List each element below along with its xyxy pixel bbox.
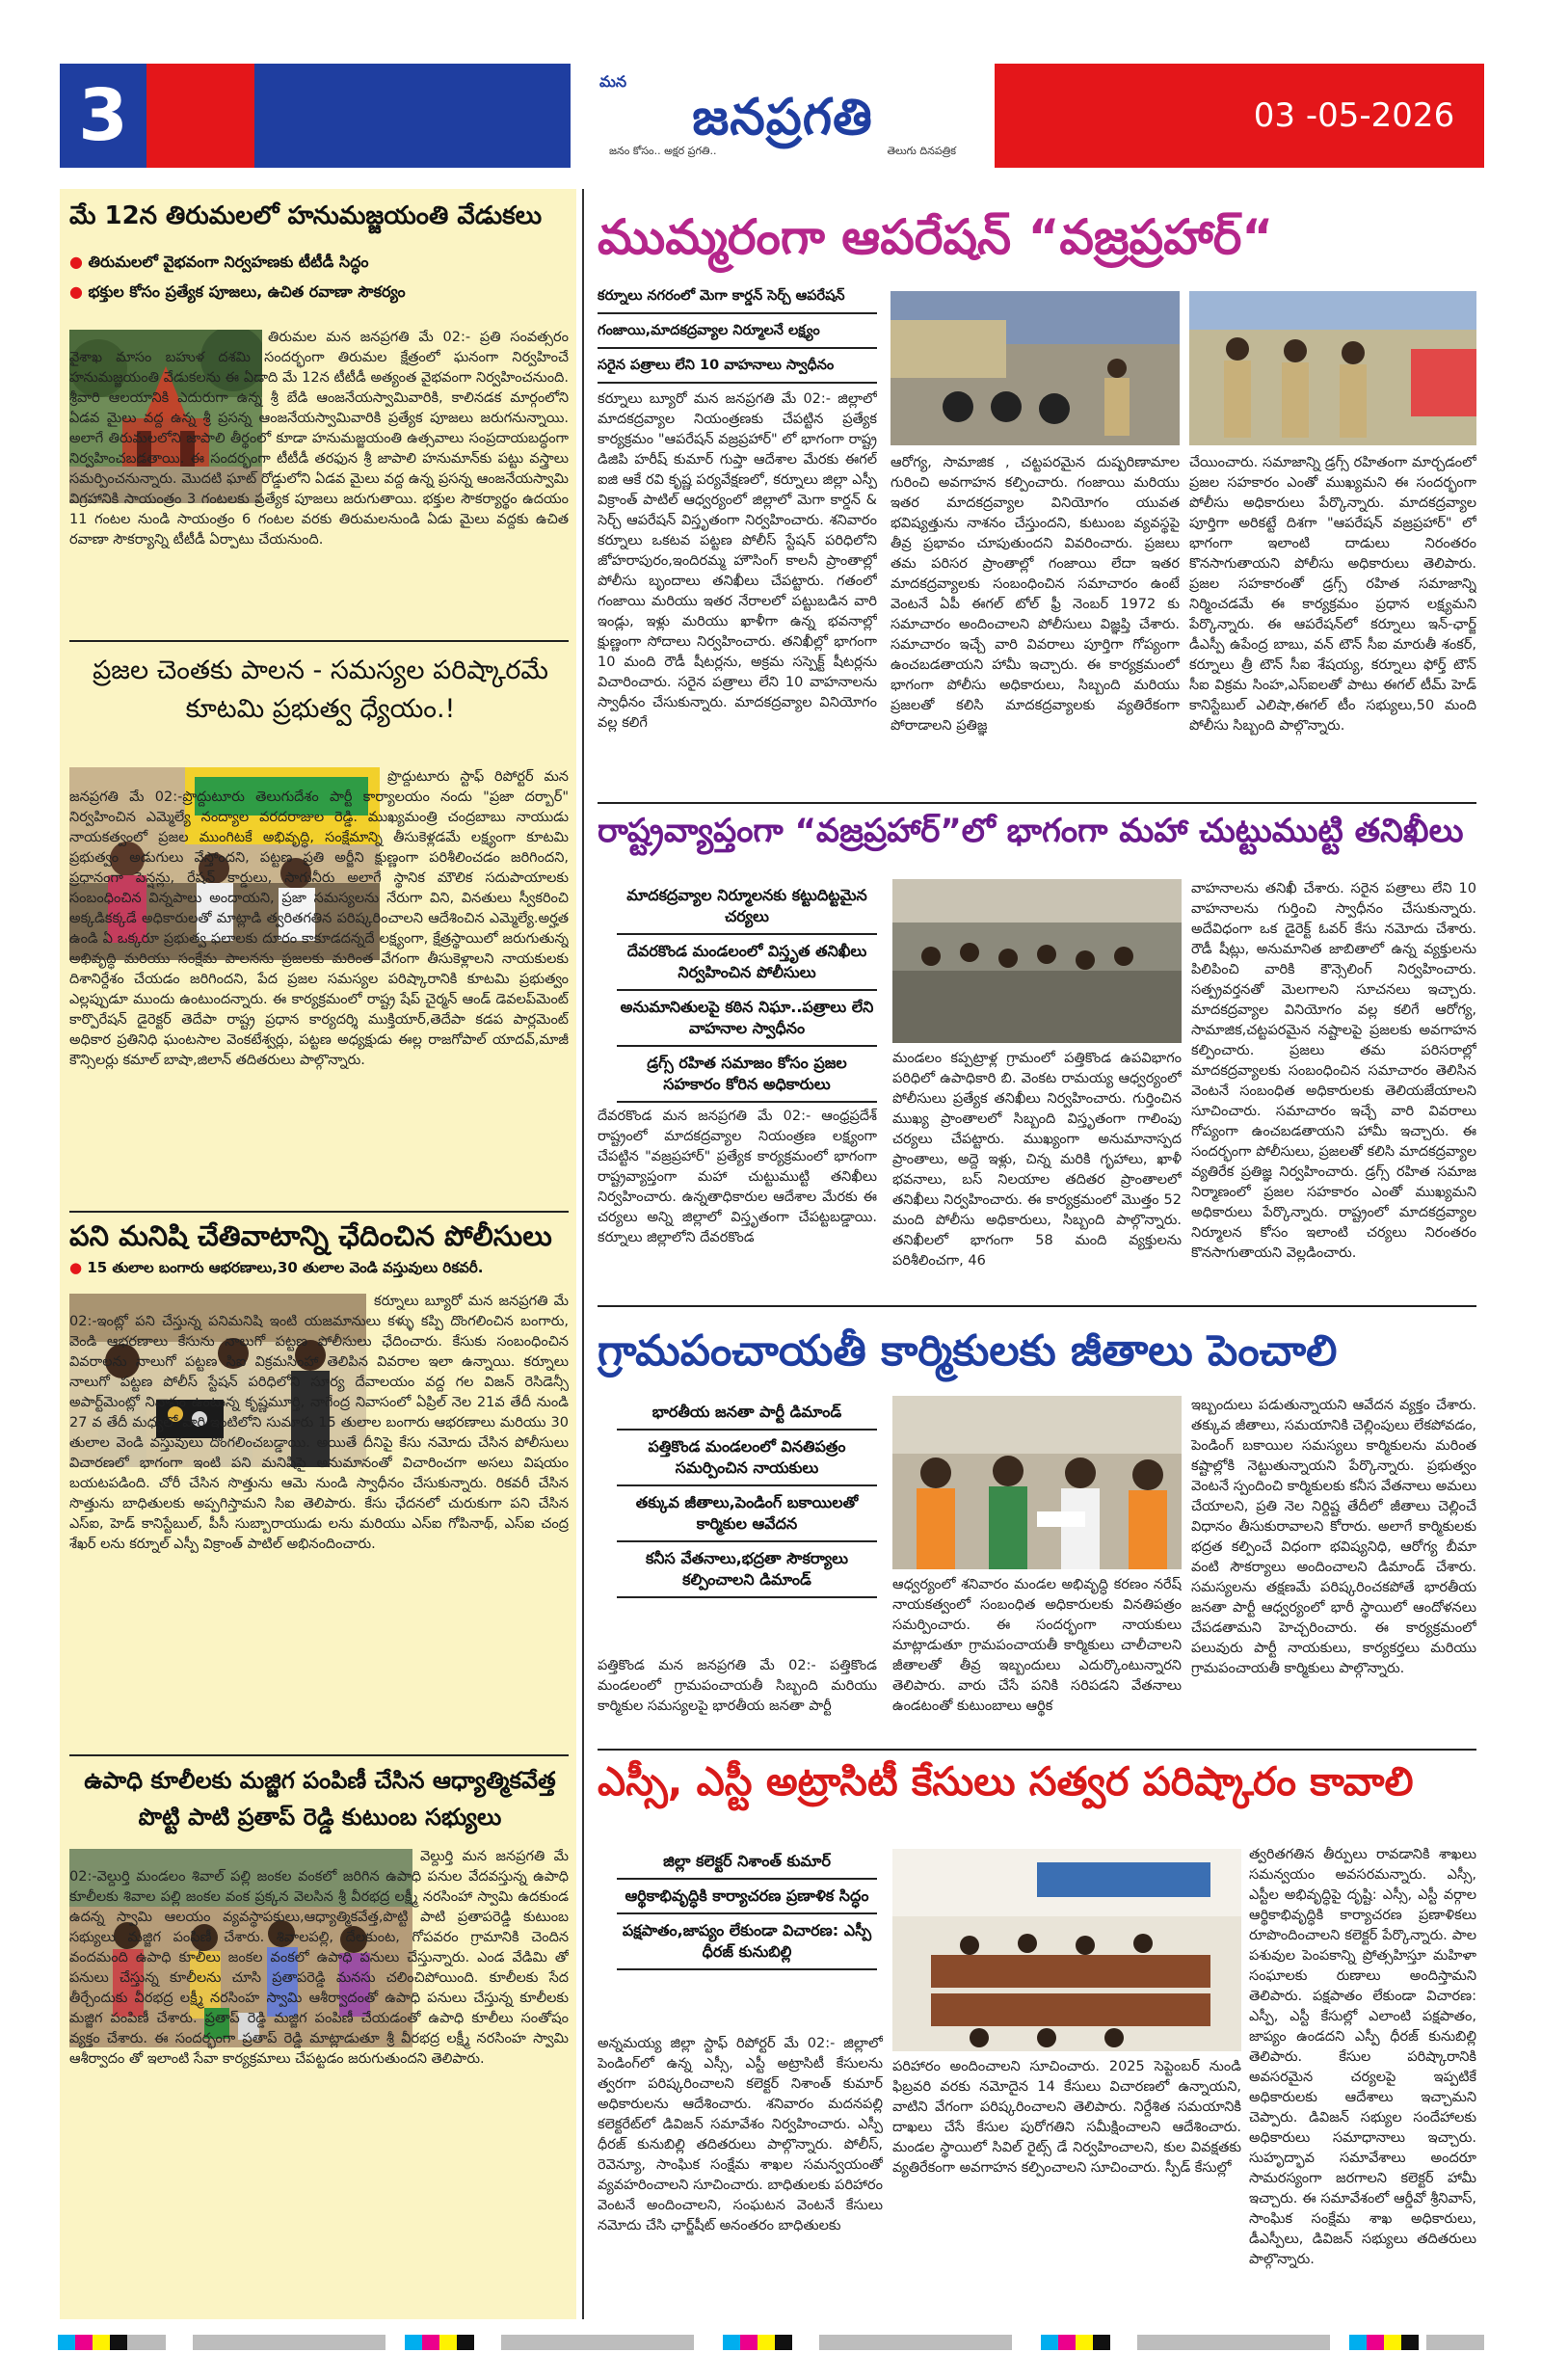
article-divider [598,802,1476,804]
newspaper-logo [571,64,995,168]
article-body: వాహనాలను తనిఖీ చేశారు. సరైన పత్రాలు లేని 10 వాహనాలను గుర్తించి స్వాధీనం చేసుకున్నారు. అదేవిధంగా ఒక డైరెక్ట్ ఓవర్ కేసు నమోదు చేశారు. రౌడీ షీట్లు, అనుమానిత జాబితాలో ఉన్న వ్యక్తులను పిలిపించి వారికి కౌన్సెలింగ్ నిర్వహించారు. సత్ప్రవర్తనతో మెలగాలని సూచనలు ఇచ్చారు. మాదకద్రవ్యాల వినియోగం వల్ల కలిగే ఆరోగ్య, సామాజిక,చట్టపరమైన నష్టాలపై ప్రజలకు అవగాహన కల్పించారు. ప్రజలు తమ పరిసరాల్లో మాదకద్రవ్యాలకు సంబంధించిన సమాచారం తెలిసిన వెంటనే సంబంధిత అధికారులకు తెలియజేయాలని సూచించారు. సమాచారం ఇచ్చే వారి వివరాలు గోప్యంగా ఉంచబడతాయని హామీ ఇచ్చారు. ఈ సందర్భంగా పోలీసులు, ప్రజలతో కలిసి మాదకద్రవ్యాల వ్యతిరేక ప్రతిజ్ఞ నిర్వహించారు. డ్రగ్స్ రహిత సమాజ నిర్మాణంలో ప్రజల సహకారం ఎంతో ముఖ్యమని అధికారులు పేర్కొన్నారు. రాష్ట్రంలో మాదకద్రవ్యాల నిర్మూలన కోసం ఇలాంటి చర్యలు నిరంతరం కొనసాగుతాయని వెల్లడించారు. [1191,881,1476,1261]
logo-main-text: జనప్రగతి [692,89,873,147]
article-divider [69,1754,569,1756]
masthead-blue-band [254,64,571,168]
logo-tagline-left: జనం కోసం.. అక్షర ప్రగతి.. [609,145,717,157]
article-headline: రాష్ట్రవ్యాప్తంగా “వజ్రప్రహార్”లో భాగంగా మహా చుట్టుముట్టి తనిఖీలు [598,812,1464,850]
article-bullet [69,1259,571,1280]
subhead: కర్నూలు నగరంలో మెగా కార్డన్ సెర్చ్ ఆపరేషన్ [598,280,877,314]
subhead: పత్తికొండ మండలంలో వినతిపత్రం సమర్పించిన నాయకులు [617,1431,877,1486]
article-body: పరిహారం అందించాలని సూచించారు. 2025 సెప్టెంబర్ నుండి ఫిబ్రవరి వరకు నమోదైన 14 కేసులు విచారణలో ఉన్నాయని, వాటిని వేగంగా పరిష్కరించాలని తెలిపారు. నిర్దేశిత సమయానికి దాఖలు చేసే కేసుల పురోగతిని సమీక్షించాలని ఆదేశించారు. మండల స్థాయిలో సివిల్ రైట్స్ డే నిర్వహించాలని, కుల వివక్షతకు వ్యతిరేకంగా అవగాహన కల్పించాలని సూచించారు. స్పీడ్ కేసుల్లో [892,2059,1241,2176]
article-headline: ఎస్సీ, ఎస్టీ అట్రాసిటీ కేసులు సత్వర పరిష్కారం కావాలి [598,1758,1414,1805]
article-subheads [598,280,877,384]
bullet-dot-icon: ● [69,253,89,271]
bjp-memorandum-photo [892,1396,1182,1569]
article-headline: పని మనిషి చేతివాటాన్ని ఛేదించిన పోలీసులు [69,1219,552,1252]
subhead: కనీస వేతనాలు,భద్రతా సౌకర్యాలు కల్పించాలని డిమాండ్ [617,1542,877,1598]
bullet-text: తిరుమలలో వైభవంగా నిర్వహణకు టీటీడీ సిద్ధం [88,253,369,271]
subhead: డ్రగ్స్ రహిత సమాజం కోసం ప్రజల సహకారం కోరిన అధికారులు [617,1047,877,1103]
article-body: పత్తికొండ మన జనప్రగతి మే 02:- పత్తికొండ మండలంలో గ్రామపంచాయతీ సిబ్బంది మరియు కార్మికుల సమస్యలపై భారతీయ జనతా పార్టీ [598,1658,877,1714]
subhead: అనుమానితులపై కఠిన నిఘా..పత్రాలు లేని వాహనాల స్వాధీనం [617,991,877,1047]
article-body: కర్నూలు బ్యూరో మన జనప్రగతి మే 02:-ఇంట్లో పని చేస్తున్న పనిమనిషి ఇంటి యజమానులు కళ్ళు కప్పి దొంగలించిన బంగారు, వెండి ఆభరణాలు కేసును నాలుగో పట్టణ పోలీసులు ఛేదించారు. కేసుకు సంబంధించిన వివరాలను నాలుగో పట్టణ సిఐ విక్రమసింహా తెలిపిన వివరాల ఇలా ఉన్నాయి. కర్నూలు నాలుగో పట్టణ పోలీస్ స్టేషన్ పరిధిలోని సూర్య దేవాలయం వద్ద గల విజన్ రెసిడెన్సీ అపార్ట్‌మెంట్లో నివాసం ఉంటున్న కృష్ణమూర్తి, నాగేంద్ర నివాసంలో ఏప్రిల్ నెల 21వ తేదీ నుండి 27 వ తేదీ మధ్యలో వారి ఇంటిలోని సుమారు 15 తులాల బంగారు ఆభరణాలు మరియు 30 తులాల వెండి వస్తువులు దొంగలించబడ్డాయి. అయితే దీనిపై కేసు నమోదు చేసిన పోలీసులు విచారణలో భాగంగా ఇంటి పని మనిషిపై అనుమానంతో విచారించగా అసలు విషయం బయటపడింది. చోరీ చేసిన సొత్తును ఆమె నుండి స్వాధీనం చేసుకున్నారు. రికవరీ చేసిన సొత్తును బాధితులకు అప్పగిస్తామని సిఐ తెలిపారు. కేసు ఛేదనలో చురుకుగా పని చేసిన ఎస్ఐ, హెడ్ కానిస్టేబుల్, పీసీ సుబ్బారాయుడు లను మరియు ఎస్ఐ గోపినాథ్, ఎస్ఐ చంద్ర శేఖర్ లను కర్నూల్ ఎస్పీ విక్రాంత్ పాటిల్ అభినందించారు. [69,1294,569,1552]
subhead: తక్కువ జీతాలు,పెండింగ్ బకాయిలతో కార్మికుల ఆవేదన [617,1486,877,1542]
article-subheads [617,1845,877,1970]
article-divider [69,640,569,642]
article-divider [598,1305,1476,1307]
article-body: మండలం కప్పట్రాళ్ల గ్రామంలో పత్తికొండ ఉపవిభాగం పరిధిలో ఉపాధికారి బి. వెంకట రామయ్య ఆధ్వర్యంలో పోలీసులు ప్రత్యేక తనిఖీలు నిర్వహించారు. గుర్తించిన ముఖ్య ప్రాంతాలలో సిబ్బంది విస్తృతంగా గాలింపు చర్యలు చేపట్టారు. ముఖ్యంగా అనుమానాస్పద ప్రాంతాలు, అద్దె ఇళ్లు, చిన్న మరికి గృహాలు, ఖాళీ భవనాలు, బస్ నిలయాల తదితర ప్రాంతాలలో తనిఖీలు నిర్వహించారు. ఈ కార్యక్రమంలో మొత్తం 52 మంది పోలీసు అధికారులు, సిబ్బంది పాల్గొన్నారు. తనిఖీలలో భాగంగా 58 మంది వ్యక్తులను పరిశీలించగా, 46 [892,1051,1182,1269]
article-divider [598,1749,1476,1751]
bullet-text: భక్తుల కోసం ప్రత్యేక పూజలు, ఉచిత రవాణా సౌకర్యం [88,282,406,301]
subhead: మాదకద్రవ్యాల నిర్మూలనకు కట్టుదిట్టమైన చర్యలు [617,879,877,935]
subhead: సరైన పత్రాలు లేని 10 వాహనాలు స్వాధీనం [598,349,877,384]
article-body: వెల్దుర్తి మన జనప్రగతి మే 02:-వెల్దుర్తి మండలం శివాల్ పల్లి జంకల వంకలో జరిగిన ఉపాధి పనుల వేదవస్తున్న ఉపాధి కూలీలకు శివాల పల్లి జంకల వంక ప్రక్కన వెలసిన శ్రీ వీరభద్ర లక్ష్మీ నరసింహా స్వామి ఉదకుండ ఉదన్న స్వామి ఆలయం వ్యవస్థాపకులు,ఆధ్యాత్మికవేత్త,పొట్టి పాటి ప్రతాపరెడ్డి కుటుంబ సభ్యులు మజ్జిగ పంపిణీ చేశారు. శివాలపల్లి, దేలకుంట, గోపవరం గ్రామానికి చెందిన వందమంది ఉపాధి కూలీలు జంకల వంకలో ఉపాధి పనులు చేస్తున్నారు. ఎండ వేడిమి తో పనులు చేస్తున్న కూలీలను చూసి ప్రతాపరెడ్డి మనసు చలించిపోయింది. కూలీలకు సేద తీర్చేందుకు వీరభద్ర లక్ష్మీ నరసింహ స్వామి ఆశీర్వాదంతో ఉపాధి పనులు చేస్తున్న కూలీలకు మజ్జిగ పంపిణీ చేశారు. ప్రతాప్ రెడ్డి మజ్జిగ పంపిణీ చేయడంతో ఉపాధి కూలీలు సంతోషం వ్యక్తం చేశారు. ఈ సందర్భంగా ప్రతాప్ రెడ్డి మాట్లాడుతూ శ్రీ వీరభద్ర లక్ష్మీ నరసింహ స్వామి ఆశీర్వాదం తో ఇలాంటి సేవా కార్యక్రమాలు చేపట్టడం జరుగుతుందని తెలిపారు. [69,1849,569,2067]
logo-tagline-right: తెలుగు దినపత్రిక [887,145,956,157]
article-body: అన్నమయ్య జిల్లా స్టాఫ్ రిపోర్టర్ మే 02:- జిల్లాలో పెండింగ్‌లో ఉన్న ఎస్సీ, ఎస్టీ అట్రాసిటీ కేసులను త్వరగా పరిష్కరించాలని కలెక్టర్ నిశాంత్ కుమార్ అధికారులను ఆదేశించారు. శనివారం మదనపల్లి కలెక్టరేట్‌లో డివిజన్ సమావేశం నిర్వహించారు. ఎస్పీ ధీరజ్ కునుబిల్లి తదితరులు పాల్గొన్నారు. పోలీస్, రెవెన్యూ, సాంఘిక సంక్షేమ శాఖల సమన్వయంతో వ్యవహరించాలని సూచించారు. బాధితులకు పరిహారం వెంటనే అందించాలని, సంఘటన వెంటనే కేసులు నమోదు చేసి ఛార్జ్‌షీట్ అనంతరం బాధితులకు [598,2036,883,2233]
article-body: త్వరితగతిన తీర్పులు రావడానికి శాఖలు సమన్వయం అవసరమన్నారు. ఎస్సీ, ఎస్టీల అభివృద్ధిపై దృష్టి: ఎస్సీ, ఎస్టీ వర్గాల ఆర్థికాభివృద్ధికి కార్యాచరణ ప్రణాళికలు రూపొందించాలని కలెక్టర్ పేర్కొన్నారు. పాల పశువుల పెంపకాన్ని ప్రోత్సహిస్తూ మహిళా సంఘాలకు రుణాలు అందిస్తామని తెలిపారు. పక్షపాతం లేకుండా విచారణ: ఎస్పీ, ఎస్టీ కేసుల్లో ఎలాంటి పక్షపాతం, జాప్యం ఉండదని ఎస్పీ ధీరజ్ కునుబిల్లి తెలిపారు. కేసుల పరిష్కారానికి అవసరమైన చర్యలపై ఇప్పటికే అధికారులకు ఆదేశాలు ఇచ్చామని చెప్పారు. డివిజన్ సభ్యుల సందేహాలకు అధికారులు సమాధానాలు ఇచ్చారు. సుహృద్భావ సమావేశాలు అందరూ సామరస్యంగా జరగాలని కలెక్టర్ హామీ ఇచ్చారు. ఈ సమావేశంలో ఆర్డీవో శ్రీనివాస్, సాంఘిక సంక్షేమ శాఖ అధికారులు, డీఎస్పీలు, డివిజన్ సభ్యులు తదితరులు పాల్గొన్నారు. [1249,1847,1476,2267]
article-divider [69,1211,569,1213]
article-headline: గ్రామపంచాయతీ కార్మికులకు జీతాలు పెంచాలి [598,1326,1338,1376]
article-headline: మే 12న తిరుమలలో హనుమజ్జయంతి వేడుకలు [69,201,543,230]
bullet-text: 15 తులాల బంగారు ఆభరణాలు,30 తులాల వెండి వస్తువులు రికవరీ. [87,1259,484,1276]
police-oath-photo [1189,291,1476,445]
article-body: దేవరకొండ మన జనప్రగతి మే 02:- ఆంధ్రప్రదేశ్ రాష్ట్రంలో మాదకద్రవ్యాల నియంత్రణ లక్ష్యంగా చేపట్టిన "వజ్రప్రహార్" ప్రత్యేక కార్యక్రమంలో భాగంగా రాష్ట్రవ్యాప్తంగా మహా చుట్టుముట్టి తనిఖీలు నిర్వహించారు. ఉన్నతాధికారుల ఆదేశాల మేరకు ఈ చర్యలు అన్ని జిల్లాలో విస్తృతంగా చేపట్టబడ్డాయి. కర్నూలు జిల్లాలోని దేవరకొండ [598,1109,877,1245]
subhead: భారతీయ జనతా పార్టీ డిమాండ్ [617,1396,877,1431]
bullet-dot-icon: ● [69,1259,88,1276]
subhead: పక్షపాతం,జాప్యం లేకుండా విచారణ: ఎస్పీ ధీరజ్ కునుబిల్లి [617,1914,877,1970]
bullet-dot-icon: ● [69,282,89,301]
masthead [60,64,1484,168]
logo-tagline [609,145,956,158]
article-headline: ప్రజల చెంతకు పాలన - సమస్యల పరిష్కారమే కూటమి ప్రభుత్వ ధ్యేయం.! [93,655,548,724]
article-body: ఇబ్బందులు పడుతున్నాయని ఆవేదన వ్యక్తం చేశారు. తక్కువ జీతాలు, సమయానికి చెల్లింపులు లేకపోవడం, పెండింగ్ బకాయిల సమస్యలు కార్మికులను మరింత కష్టాల్లోకి నెట్టుతున్నాయని పేర్కొన్నారు. ప్రభుత్వం వెంటనే స్పందించి కార్మికులకు కనీస వేతనాలు అమలు చేయాలని, ప్రతి నెల నిర్దిష్ట తేదీలో జీతాలు చెల్లించే విధానం తీసుకురావాలని కోరారు. అలాగే కార్మికులకు భద్రత కల్పించే విధంగా భవిష్యనిధి, ఆరోగ్య బీమా వంటి సౌకర్యాలు అందించాలని డిమాండ్ చేశారు. సమస్యలను తక్షణమే పరిష్కరించకపోతే భారతీయ జనతా పార్టీ ఆధ్వర్యంలో భారీ స్థాయిలో ఆందోళనలు చేపడతామని హెచ్చరించారు. ఈ కార్యక్రమంలో పలువురు పార్టీ నాయకులు, కార్యకర్తలు మరియు గ్రామపంచాయతీ కార్మికులు పాల్గొన్నారు. [1191,1398,1476,1676]
article-body: తిరుమల మన జనప్రగతి మే 02:- ప్రతి సంవత్సరం వైశాఖ మాసం బహుళ దశమి సందర్భంగా తిరుమల క్షేత్రంలో ఘనంగా నిర్వహించే హనుమజ్జయంతి వేడుకలను ఈ ఏడాది మే 12న టీటీడీ అత్యంత వైభవంగా నిర్వహించనుంది. శ్రీవారి ఆలయానికి ఎదురుగా ఉన్న శ్రీ బేడి ఆంజనేయస్వామివారికి, కాలినడక మార్గంలోని ఏడవ మైలు వద్ద ఉన్న శ్రీ ప్రసన్న ఆంజనేయస్వామివారికి ప్రత్యేక పూజలు జరుగనున్నాయి. అలాగే తిరుమలలోని జాపాలి తీర్థంలో కూడా హనుమజ్జయంతి ఉత్సవాలు సంప్రదాయబద్ధంగా నిర్వహించబడతాయి. ఈ సందర్భంగా టీటీడీ తరఫున శ్రీ జాపాలి హనుమాన్‌కు పట్టు వస్త్రాలు సమర్పించనున్నారు. మొదటి ఘాట్ రోడ్డులోని ఏడవ మైలు వద్ద ఉన్న ప్రసన్న ఆంజనేయస్వామి విగ్రహానికి సాయంత్రం 3 గంటలకు ప్రత్యేక పూజలు జరుగుతాయి. భక్తుల సౌకర్యార్థం ఉదయం 11 గంటల నుండి సాయంత్రం 6 గంటల వరకు తిరుమలనుండి ఏడు మైలు వద్దకు ఉచిత రవాణా సౌకర్యాన్ని టీటీడీ ఏర్పాటు చేయనుంది. [69,330,569,548]
masthead-red-band [146,64,254,168]
subhead: ఆర్థికాభివృద్ధికి కార్యాచరణ ప్రణాళిక సిద్ధం [617,1880,877,1914]
article-bullet [69,253,571,275]
column-divider [582,189,584,2319]
logo-small-text: మన [599,72,627,91]
article-subheads [617,1396,877,1598]
collector-meeting-photo [892,1849,1241,2051]
article-body: ఆధ్వర్యంలో శనివారం మండల అభివృద్ధి కరణం నరేష్ నాయకత్వంలో సంబంధిత అధికారులకు వినతిపత్రం సమర్పించారు. ఈ సందర్భంగా నాయకులు మాట్లాడుతూ గ్రామపంచాయతీ కార్మికులు చాలీచాలని జీతాలతో తీవ్ర ఇబ్బందులు ఎదుర్కొంటున్నారని తెలిపారు. వారు చేసే పనికి సరిపడని వేతనాలు ఉండటంతో కుటుంబాలు ఆర్థిక [892,1577,1182,1714]
article-bullet [69,282,571,305]
page-number: 3 [60,64,146,168]
cordon-search-photo [892,879,1182,1043]
issue-date: 03 -05-2026 [1253,96,1455,135]
police-vehicle-check-photo [891,291,1180,445]
subhead: జిల్లా కలెక్టర్ నిశాంత్ కుమార్ [617,1845,877,1880]
subhead: గంజాయి,మాదకద్రవ్యాల నిర్మూలనే లక్ష్యం [598,314,877,349]
article-body: ప్రొద్దుటూరు స్టాఫ్ రిపోర్టర్ మన జనప్రగతి మే 02:-ప్రొద్దుటూరు తెలుగుదేశం పార్టీ కార్యాలయం నందు "ప్రజా దర్బార్" నిర్వహించిన ఎమ్మెల్యే నంద్యాల వరదరాజుల రెడ్డి. ముఖ్యమంత్రి చంద్రబాబు నాయుడు నాయకత్వంలో ప్రజల ముంగిటకే అభివృద్ధి, సంక్షేమాన్ని తీసుకెళ్లడమే లక్ష్యంగా కూటమి ప్రభుత్వం అడుగులు వేస్తోందని, పట్టణ ప్రతి అర్జీని క్షుణ్ణంగా పరిశీలించడం జరిగిందని, ప్రధానంగా పెన్షన్లు, రేషన్ కార్డులు, సాగునీరు అలాగే స్థానిక మౌలిక సదుపాయాలకు సంబంధించిన విన్నపాలు అందాయని, ప్రజా సమస్యలను నేరుగా విని, వినతులు స్వీకరించి అక్కడికక్కడే అధికారులతో మాట్లాడి త్వరితగతిన పరిష్కరించాలని ఆదేశించిన ఎమ్మెల్యే.అర్హత ఉండి ఏ ఒక్కరూ ప్రభుత్వ ఫలాలకు దూరం కాకూడదన్నదే లక్ష్యంగా, క్షేత్రస్థాయిలో జరుగుతున్న అభివృద్ధి మరియు సంక్షేమ పాలనను ప్రజలకు మరింత వేగంగా తీసుకెళ్లాలని నాయకులకు దిశానిర్దేశం చేయడం జరిగిందని, పేద ప్రజల సమస్యల పరిష్కారానికి కూటమి ప్రభుత్వం ఎల్లప్పుడూ ముందు ఉంటుందన్నారు. ఈ కార్యక్రమంలో రాష్ట్ర షేప్ చైర్మన్ ఆండ్ డెవలప్‌మెంట్ కార్పొరేషన్ డైరెక్టర్ తెదేపా రాష్ట్ర ప్రధాన కార్యదర్శి ముక్తియార్,తెదేపా కడప పార్లమెంట్ అధికార ప్రతినిధి ఘంటసాల వెంకటేశ్వర్లు, పట్టణ అధ్యక్షుడు ఈల్ల రాజగోపాల్ యాదవ్,మాజీ కౌన్సిలర్లు కమాల్ బాషా,జిలాన్ తదితరులు పాల్గొన్నారు. [69,769,569,1068]
article-body: ఆరోగ్య, సామాజిక , చట్టపరమైన దుష్పరిణామాల గురించి అవగాహన కల్పించారు. గంజాయి మరియు ఇతర మాదకద్రవ్యాల వినియోగం యువత భవిష్యత్తును నాశనం చేస్తుందని, కుటుంబ వ్యవస్థపై తీవ్ర ప్రభావం చూపుతుందని వివరించారు. ప్రజలు తమ పరిసర ప్రాంతాల్లో గంజాయి లేదా ఇతర మాదకద్రవ్యాలకు సంబంధించిన సమాచారం ఉంటే వెంటనే ఏపీ ఈగల్ టోల్ ఫ్రీ నెంబర్ 1972 కు సమాచారం అందించాలని పోలీసులు విజ్ఞప్తి చేశారు. సమాచారం ఇచ్చే వారి వివరాలు పూర్తిగా గోప్యంగా ఉంచబడతాయని హామీ ఇచ్చారు. ఈ కార్యక్రమంలో భాగంగా పోలీసు అధికారులు, సిబ్బంది మరియు ప్రజలతో కలిసి మాదకద్రవ్యాలకు వ్యతిరేకంగా పోరాడాలని ప్రతిజ్ఞ [891,455,1180,734]
print-registration-bar [58,2335,1484,2350]
article-body: చేయించారు. సమాజాన్ని డ్రగ్స్ రహితంగా మార్చడంలో ప్రజల సహకారం ఎంతో ముఖ్యమని ఈ సందర్భంగా పోలీసు అధికారులు పేర్కొన్నారు. మాదకద్రవ్యాల పూర్తిగా అరికట్టే దిశగా "ఆపరేషన్ వజ్రప్రహార్" లో భాగంగా ఇలాంటి దాడులు నిరంతరం కొనసాగుతాయని పోలీసు అధికారులు తెలిపారు. ప్రజల సహకారంతో డ్రగ్స్ రహిత సమాజాన్ని నిర్మించడమే ఈ కార్యక్రమం ప్రధాన లక్ష్యమని పేర్కొన్నారు. ఈ ఆపరేషన్‌లో కర్నూలు ఇన్-ఛార్జ్ డీఎస్పీ ఉపేంద్ర బాబు, వన్ టౌన్ సీఐ మారుతీ శంకర్, కర్నూలు త్రీ టౌన్ సీఐ శేషయ్య, కర్నూలు ఫోర్త్ టౌన్ సీఐ విక్రమ సింహ,ఎస్ఐలతో పాటు ఈగల్ టీమ్ హెడ్ కానిస్టేబుల్ ఎలిషా,ఈగల్ టీం సభ్యులు,50 మంది పోలీసు సిబ్బంది పాల్గొన్నారు. [1189,455,1476,734]
subhead: దేవరకొండ మండలంలో విస్తృత తనిఖీలు నిర్వహించిన పోలీసులు [617,935,877,991]
article-headline: ఉపాధి కూలీలకు మజ్జిగ పంపిణీ చేసిన ఆధ్యాత్మికవేత్త పొట్టి పాటి ప్రతాప్ రెడ్డి కుటుంబ సభ్యులు [84,1767,556,1831]
article-subheads [617,879,877,1103]
article-body: కర్నూలు బ్యూరో మన జనప్రగతి మే 02:- జిల్లాలో మాదకద్రవ్యాల నియంత్రణకు చేపట్టిన ప్రత్యేక కార్యక్రమం "ఆపరేషన్ వజ్రప్రహార్" లో భాగంగా రాష్ట్ర డిజిపి హరీష్ కుమార్ గుప్తా ఆదేశాల మేరకు ఈగల్ ఐజి ఆకే రవి కృష్ణ పర్యవేక్షణలో, కర్నూలు జిల్లా ఎస్పీ విక్రాంత్ పాటిల్ ఆధ్వర్యంలో జిల్లాలో మెగా కార్డన్ & సెర్చ్ ఆపరేషన్ విస్తృతంగా నిర్వహించారు. శనివారం కర్నూలు ఒకటవ పట్టణ పోలీస్ స్టేషన్ పరిధిలోని జోహరాపురం,ఇందిరమ్మ హౌసింగ్ కాలనీ ప్రాంతాల్లో పోలీసు బృందాలు తనిఖీలు చేపట్టారు. గతంలో గంజాయి మరియు ఇతర నేరాలలో పట్టుబడిన వారి ఇండ్లు, ఇళ్లు మరియు ఖాళీగా ఉన్న భవనాల్లో క్షుణ్ణంగా సోదాలు నిర్వహించారు. తనిఖీల్లో భాగంగా 10 మంది రౌడీ షీటర్లను, అక్రమ సస్పెక్ట్ షీటర్లను విచారించారు. సరైన పత్రాలు లేని 10 వాహనాలను స్వాధీనం చేసుకున్నారు. మాదకద్రవ్యాల వినియోగం వల్ల కలిగే [598,391,877,731]
article-headline: ముమ్మరంగా ఆపరేషన్ “వజ్రప్రహార్“ [598,209,1274,265]
